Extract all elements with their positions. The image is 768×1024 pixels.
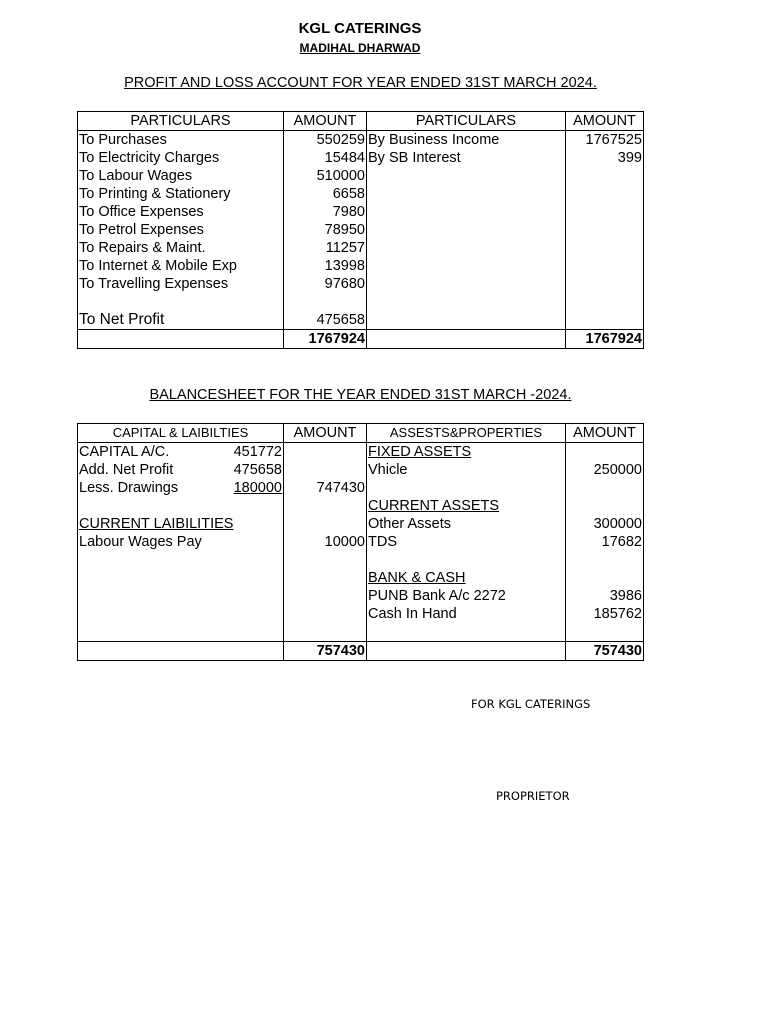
net-profit-amount: 475658 xyxy=(284,311,367,330)
capital-label: CAPITAL A/C. xyxy=(79,444,170,460)
pl-total-right: 1767924 xyxy=(566,330,644,349)
bs-title: BALANCESHEET FOR THE YEAR ENDED 31ST MARCH -2024. xyxy=(149,387,572,403)
pl-debit-amount: 6658 xyxy=(284,185,367,203)
pl-debit-label: To Purchases xyxy=(78,131,284,150)
liability-amount: 10000 xyxy=(284,533,367,551)
asset-label: Cash In Hand xyxy=(367,605,566,623)
table-row xyxy=(78,203,644,221)
table-row xyxy=(78,479,644,497)
pl-title: PROFIT AND LOSS ACCOUNT FOR YEAR ENDED 31ST MARCH 2024. xyxy=(124,75,597,91)
table-row xyxy=(78,221,644,239)
net-profit-row xyxy=(78,311,644,330)
spacer-row xyxy=(78,551,644,569)
net-profit-label: To Net Profit xyxy=(78,311,284,330)
asset-label: Other Assets xyxy=(367,515,566,533)
pl-debit-label: To Travelling Expenses xyxy=(78,275,284,293)
table-row xyxy=(78,461,644,479)
pl-debit-label: To Printing & Stationery xyxy=(78,185,284,203)
spacer-row xyxy=(78,623,644,642)
table-row xyxy=(78,275,644,293)
asset-amount: 17682 xyxy=(566,533,644,551)
current-assets-heading: CURRENT ASSETS xyxy=(367,497,566,515)
for-company-label: FOR KGL CATERINGS xyxy=(471,697,591,711)
capital-value: 451772 xyxy=(233,444,282,460)
table-row xyxy=(78,587,644,605)
pl-header-row xyxy=(78,112,644,131)
add-net-profit-label: Add. Net Profit xyxy=(79,462,174,478)
pl-debit-label: To Electricity Charges xyxy=(78,149,284,167)
table-row xyxy=(78,533,644,551)
table-row xyxy=(78,131,644,150)
table-row xyxy=(78,185,644,203)
asset-amount: 3986 xyxy=(566,587,644,605)
pl-table xyxy=(77,111,644,349)
bs-col-amount-right: AMOUNT xyxy=(566,424,644,443)
proprietor-label: PROPRIETOR xyxy=(496,789,570,803)
company-name: KGL CATERINGS xyxy=(298,20,422,37)
table-row xyxy=(78,443,644,462)
bs-total-row xyxy=(78,642,644,661)
spacer-row xyxy=(78,293,644,311)
pl-total-row xyxy=(78,330,644,349)
asset-label: TDS xyxy=(367,533,566,551)
table-row xyxy=(78,497,644,515)
asset-label: Vhicle xyxy=(367,461,566,479)
pl-debit-label: To Internet & Mobile Exp xyxy=(78,257,284,275)
bs-col-assets: ASSESTS&PROPERTIES xyxy=(367,424,566,443)
pl-col-amount-left: AMOUNT xyxy=(284,112,367,131)
bs-total-right: 757430 xyxy=(566,642,644,661)
pl-col-particulars-right: PARTICULARS xyxy=(367,112,566,131)
pl-debit-amount: 11257 xyxy=(284,239,367,257)
pl-debit-label: To Labour Wages xyxy=(78,167,284,185)
table-row xyxy=(78,515,644,533)
pl-credit-amount: 399 xyxy=(566,149,644,167)
current-liabilities-heading: CURRENT LAIBILITIES xyxy=(78,515,284,533)
pl-debit-amount: 510000 xyxy=(284,167,367,185)
pl-debit-amount: 13998 xyxy=(284,257,367,275)
table-row xyxy=(78,605,644,623)
pl-debit-label: To Office Expenses xyxy=(78,203,284,221)
liability-label: Labour Wages Pay xyxy=(78,533,284,551)
table-row xyxy=(78,149,644,167)
asset-amount: 300000 xyxy=(566,515,644,533)
less-drawings-value: 180000 xyxy=(233,480,282,496)
pl-credit-label: By Business Income xyxy=(367,131,566,150)
bs-table xyxy=(77,423,644,661)
pl-debit-amount: 97680 xyxy=(284,275,367,293)
asset-amount: 185762 xyxy=(566,605,644,623)
pl-debit-label: To Repairs & Maint. xyxy=(78,239,284,257)
bs-total-left: 757430 xyxy=(284,642,367,661)
pl-credit-amount: 1767525 xyxy=(566,131,644,150)
pl-debit-amount: 15484 xyxy=(284,149,367,167)
pl-debit-label: To Petrol Expenses xyxy=(78,221,284,239)
bs-header-row xyxy=(78,424,644,443)
bs-col-liabilities: CAPITAL & LAIBILTIES xyxy=(78,424,284,443)
asset-amount: 250000 xyxy=(566,461,644,479)
pl-credit-label: By SB Interest xyxy=(367,149,566,167)
bank-cash-heading: BANK & CASH xyxy=(367,569,566,587)
pl-debit-amount: 78950 xyxy=(284,221,367,239)
table-row xyxy=(78,167,644,185)
pl-col-particulars-left: PARTICULARS xyxy=(78,112,284,131)
fixed-assets-heading: FIXED ASSETS xyxy=(367,443,566,462)
capital-net-amount: 747430 xyxy=(284,479,367,497)
pl-col-amount-right: AMOUNT xyxy=(566,112,644,131)
table-row xyxy=(78,569,644,587)
pl-debit-amount: 550259 xyxy=(284,131,367,150)
less-drawings-label: Less. Drawings xyxy=(79,480,179,496)
table-row xyxy=(78,257,644,275)
table-row xyxy=(78,239,644,257)
asset-label: PUNB Bank A/c 2272 xyxy=(367,587,566,605)
company-location: MADIHAL DHARWAD xyxy=(299,41,421,55)
add-net-profit-value: 475658 xyxy=(233,462,282,478)
pl-debit-amount: 7980 xyxy=(284,203,367,221)
bs-col-amount-left: AMOUNT xyxy=(284,424,367,443)
pl-total-left: 1767924 xyxy=(284,330,367,349)
